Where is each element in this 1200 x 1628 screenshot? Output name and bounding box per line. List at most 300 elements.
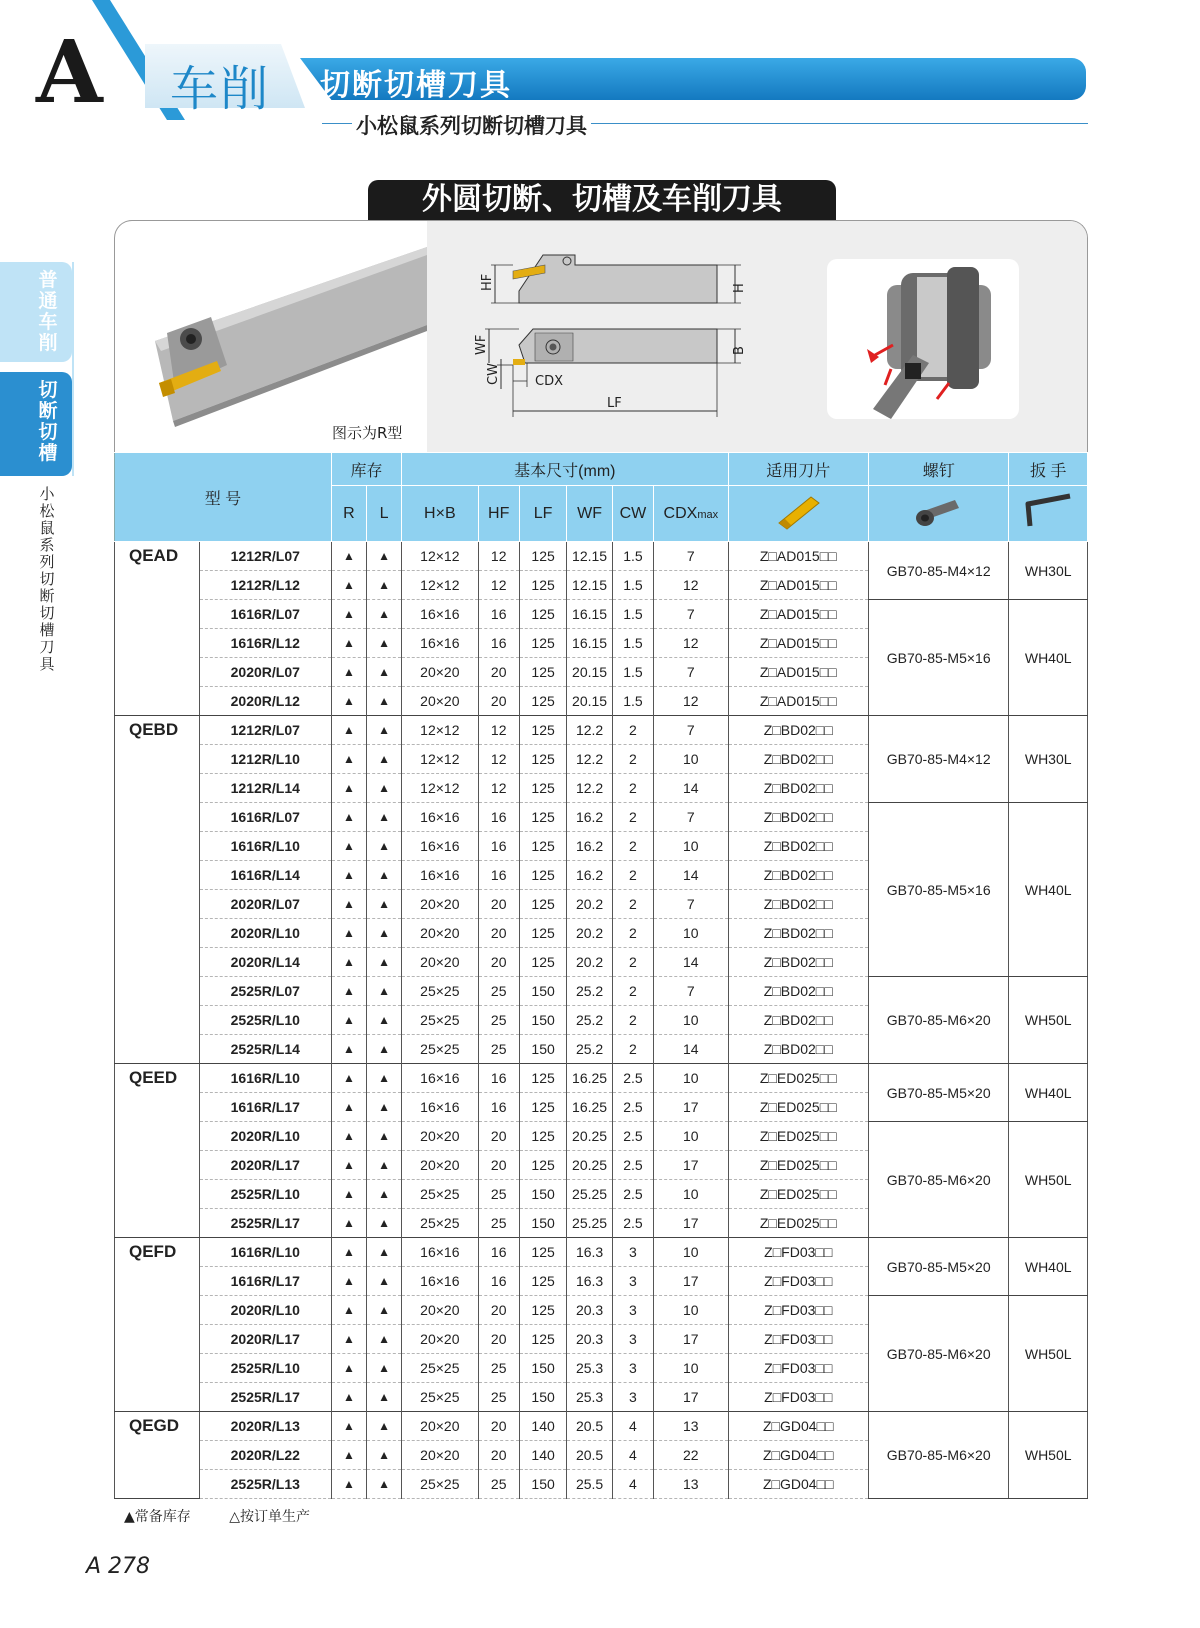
cell-cw: 3 [612, 1354, 653, 1383]
model-code: 2525R/L10 [199, 1354, 331, 1383]
cell-r: ▲ [331, 1383, 366, 1412]
model-code: 2525R/L17 [199, 1209, 331, 1238]
cell-cw: 2 [612, 861, 653, 890]
cell-cdx: 13 [654, 1412, 728, 1441]
cell-hxb: 20×20 [402, 948, 478, 977]
cell-wrench: WH50L [1009, 1412, 1088, 1499]
cell-l: ▲ [367, 1209, 402, 1238]
cell-cdx: 14 [654, 948, 728, 977]
lf-label: LF [607, 396, 622, 411]
cell-lf: 125 [519, 745, 567, 774]
cell-hf: 20 [478, 1325, 519, 1354]
cell-wf: 25.3 [567, 1354, 612, 1383]
cell-hxb: 20×20 [402, 1441, 478, 1470]
cell-r: ▲ [331, 1267, 366, 1296]
model-code: 2020R/L12 [199, 687, 331, 716]
model-code: 1212R/L12 [199, 571, 331, 600]
cell-hf: 16 [478, 832, 519, 861]
cell-insert: Z□GD04□□ [728, 1412, 868, 1441]
header-wrench: 扳 手 [1009, 453, 1088, 486]
cell-insert: Z□ED025□□ [728, 1151, 868, 1180]
cell-l: ▲ [367, 687, 402, 716]
cell-hf: 20 [478, 890, 519, 919]
cell-hf: 20 [478, 919, 519, 948]
cell-r: ▲ [331, 774, 366, 803]
cell-cdx: 17 [654, 1325, 728, 1354]
series-code: QEBD [115, 716, 200, 1064]
cell-screw: GB70-85-M5×16 [868, 803, 1008, 977]
cell-hxb: 12×12 [402, 774, 478, 803]
cell-hf: 16 [478, 1064, 519, 1093]
cell-cw: 2.5 [612, 1151, 653, 1180]
cell-wf: 25.2 [567, 1035, 612, 1064]
cell-r: ▲ [331, 629, 366, 658]
cell-l: ▲ [367, 1035, 402, 1064]
cell-l: ▲ [367, 919, 402, 948]
model-code: 1616R/L10 [199, 832, 331, 861]
cell-r: ▲ [331, 1064, 366, 1093]
cell-insert: Z□BD02□□ [728, 890, 868, 919]
cell-insert: Z□BD02□□ [728, 803, 868, 832]
cell-lf: 150 [519, 1470, 567, 1499]
h-label: H [732, 283, 747, 293]
cell-cw: 3 [612, 1267, 653, 1296]
cell-wrench: WH40L [1009, 1238, 1088, 1296]
cell-screw: GB70-85-M4×12 [868, 716, 1008, 803]
model-code: 1616R/L07 [199, 600, 331, 629]
cell-cdx: 17 [654, 1383, 728, 1412]
cell-screw: GB70-85-M4×12 [868, 542, 1008, 600]
table-row [115, 1238, 1088, 1267]
cell-lf: 125 [519, 600, 567, 629]
cell-l: ▲ [367, 1122, 402, 1151]
figure-caption: 图示为R型 [332, 424, 403, 442]
cell-insert: Z□AD015□□ [728, 658, 868, 687]
cell-hf: 20 [478, 687, 519, 716]
cell-cdx: 7 [654, 803, 728, 832]
cell-r: ▲ [331, 1093, 366, 1122]
cell-wf: 12.2 [567, 774, 612, 803]
model-code: 1616R/L07 [199, 803, 331, 832]
cell-lf: 125 [519, 1064, 567, 1093]
cell-cw: 2.5 [612, 1064, 653, 1093]
cell-cdx: 10 [654, 832, 728, 861]
side-tab-parting-grooving[interactable] [0, 372, 72, 476]
cell-insert: Z□AD015□□ [728, 687, 868, 716]
cell-l: ▲ [367, 1383, 402, 1412]
header-insert: 适用刀片 [728, 453, 868, 486]
insert-icon [728, 486, 868, 542]
model-code: 2020R/L14 [199, 948, 331, 977]
cell-wf: 25.25 [567, 1209, 612, 1238]
cell-cdx: 17 [654, 1267, 728, 1296]
tool-holder-illustration [115, 221, 427, 453]
cell-cw: 2 [612, 774, 653, 803]
cell-cdx: 10 [654, 1354, 728, 1383]
cell-wrench: WH40L [1009, 803, 1088, 977]
cell-r: ▲ [331, 832, 366, 861]
table-row [115, 1296, 1088, 1325]
cell-l: ▲ [367, 1238, 402, 1267]
cell-cw: 2 [612, 803, 653, 832]
cell-hf: 25 [478, 1470, 519, 1499]
cell-hf: 20 [478, 948, 519, 977]
cell-cdx: 10 [654, 1122, 728, 1151]
cell-cdx: 12 [654, 629, 728, 658]
model-code: 1212R/L14 [199, 774, 331, 803]
cell-screw: GB70-85-M5×20 [868, 1238, 1008, 1296]
cell-wf: 20.15 [567, 658, 612, 687]
cell-hxb: 16×16 [402, 861, 478, 890]
cell-cw: 4 [612, 1441, 653, 1470]
cell-lf: 125 [519, 658, 567, 687]
cell-hf: 12 [478, 774, 519, 803]
header-hxb: H×B [402, 486, 478, 542]
series-code: QEGD [115, 1412, 200, 1499]
cell-r: ▲ [331, 1470, 366, 1499]
cell-lf: 150 [519, 1354, 567, 1383]
cell-hxb: 16×16 [402, 1093, 478, 1122]
cell-l: ▲ [367, 629, 402, 658]
cell-l: ▲ [367, 832, 402, 861]
cell-hxb: 20×20 [402, 1296, 478, 1325]
cell-cdx: 14 [654, 774, 728, 803]
cell-lf: 140 [519, 1412, 567, 1441]
cell-screw: GB70-85-M6×20 [868, 1412, 1008, 1499]
cell-cdx: 10 [654, 1296, 728, 1325]
cell-cdx: 14 [654, 1035, 728, 1064]
page-subtitle: 小松鼠系列切断切槽刀具 [352, 110, 591, 140]
header-model: 型 号 [115, 453, 332, 542]
cell-l: ▲ [367, 658, 402, 687]
cell-lf: 125 [519, 1122, 567, 1151]
model-code: 2525R/L17 [199, 1383, 331, 1412]
model-code: 2020R/L10 [199, 1296, 331, 1325]
side-tab-label: 普通车削 [38, 269, 58, 354]
cell-cw: 4 [612, 1470, 653, 1499]
cell-lf: 125 [519, 803, 567, 832]
cell-r: ▲ [331, 890, 366, 919]
cell-hf: 12 [478, 571, 519, 600]
cell-l: ▲ [367, 745, 402, 774]
cell-cw: 2.5 [612, 1122, 653, 1151]
header-l: L [367, 486, 402, 542]
cell-cdx: 14 [654, 861, 728, 890]
cell-cdx: 7 [654, 890, 728, 919]
cell-cdx: 10 [654, 1006, 728, 1035]
cell-screw: GB70-85-M6×20 [868, 977, 1008, 1064]
cell-wf: 16.15 [567, 629, 612, 658]
cell-cw: 1.5 [612, 542, 653, 571]
cell-hxb: 12×12 [402, 745, 478, 774]
cell-lf: 150 [519, 1035, 567, 1064]
cell-insert: Z□GD04□□ [728, 1441, 868, 1470]
cell-hxb: 25×25 [402, 977, 478, 1006]
b-label: B [732, 346, 747, 355]
cell-insert: Z□FD03□□ [728, 1267, 868, 1296]
cell-wrench: WH40L [1009, 600, 1088, 716]
cell-cdx: 10 [654, 919, 728, 948]
header-cdx: CDXmax [654, 486, 728, 542]
cell-r: ▲ [331, 1035, 366, 1064]
cw-label: CW [486, 363, 501, 385]
cell-insert: Z□ED025□□ [728, 1209, 868, 1238]
product-figure-panel [114, 220, 1088, 453]
cell-insert: Z□BD02□□ [728, 861, 868, 890]
cell-cw: 1.5 [612, 571, 653, 600]
cell-cdx: 7 [654, 542, 728, 571]
cell-hf: 20 [478, 1151, 519, 1180]
cell-insert: Z□BD02□□ [728, 948, 868, 977]
cell-wf: 25.5 [567, 1470, 612, 1499]
cell-cw: 4 [612, 1412, 653, 1441]
cell-wrench: WH50L [1009, 1296, 1088, 1412]
cell-l: ▲ [367, 1180, 402, 1209]
cell-r: ▲ [331, 1325, 366, 1354]
cell-cdx: 10 [654, 745, 728, 774]
cell-hf: 20 [478, 1296, 519, 1325]
cell-insert: Z□BD02□□ [728, 977, 868, 1006]
cell-hf: 25 [478, 1006, 519, 1035]
legend [124, 1506, 344, 1526]
model-code: 2525R/L13 [199, 1470, 331, 1499]
cell-r: ▲ [331, 1412, 366, 1441]
cell-r: ▲ [331, 1296, 366, 1325]
cell-hf: 25 [478, 977, 519, 1006]
cell-lf: 125 [519, 774, 567, 803]
cell-hxb: 16×16 [402, 1064, 478, 1093]
cell-wf: 16.2 [567, 832, 612, 861]
cell-hxb: 16×16 [402, 803, 478, 832]
cell-screw: GB70-85-M6×20 [868, 1296, 1008, 1412]
cell-insert: Z□AD015□□ [728, 600, 868, 629]
cell-l: ▲ [367, 1296, 402, 1325]
cell-l: ▲ [367, 1006, 402, 1035]
cell-hxb: 20×20 [402, 1122, 478, 1151]
cell-cw: 3 [612, 1383, 653, 1412]
cell-lf: 125 [519, 716, 567, 745]
cell-cdx: 7 [654, 716, 728, 745]
cell-lf: 125 [519, 1325, 567, 1354]
cell-wf: 16.25 [567, 1064, 612, 1093]
cell-cw: 2 [612, 948, 653, 977]
series-code: QEED [115, 1064, 200, 1238]
cell-hf: 25 [478, 1035, 519, 1064]
cell-r: ▲ [331, 1151, 366, 1180]
section-title: 外圆切断、切槽及车削刀具 [368, 180, 836, 220]
cell-wrench: WH50L [1009, 1122, 1088, 1238]
header-hf: HF [478, 486, 519, 542]
table-row [115, 716, 1088, 745]
cell-l: ▲ [367, 1412, 402, 1441]
table-row [115, 542, 1088, 571]
cell-hxb: 25×25 [402, 1470, 478, 1499]
model-code: 2020R/L22 [199, 1441, 331, 1470]
cell-wrench: WH40L [1009, 1064, 1088, 1122]
model-code: 1616R/L17 [199, 1093, 331, 1122]
cell-l: ▲ [367, 716, 402, 745]
cell-hf: 20 [478, 658, 519, 687]
cell-cdx: 17 [654, 1209, 728, 1238]
cell-wf: 16.2 [567, 861, 612, 890]
cell-cdx: 17 [654, 1151, 728, 1180]
cell-l: ▲ [367, 1470, 402, 1499]
cell-hxb: 16×16 [402, 1238, 478, 1267]
model-code: 2020R/L07 [199, 658, 331, 687]
cell-r: ▲ [331, 542, 366, 571]
table-row [115, 1122, 1088, 1151]
cell-cdx: 17 [654, 1093, 728, 1122]
cell-wf: 16.3 [567, 1267, 612, 1296]
screw-icon [868, 486, 1008, 542]
header-lf: LF [519, 486, 567, 542]
cell-cdx: 12 [654, 571, 728, 600]
cell-insert: Z□BD02□□ [728, 745, 868, 774]
model-code: 2525R/L10 [199, 1180, 331, 1209]
dimension-diagram [455, 221, 805, 453]
cell-r: ▲ [331, 687, 366, 716]
cell-wf: 16.3 [567, 1238, 612, 1267]
cell-insert: Z□ED025□□ [728, 1180, 868, 1209]
cell-wf: 20.25 [567, 1151, 612, 1180]
legend-made-to-order: △按订单生产 [229, 1509, 311, 1525]
cell-wf: 16.25 [567, 1093, 612, 1122]
cell-cw: 2 [612, 832, 653, 861]
header-basic-dims: 基本尺寸(mm) [402, 453, 728, 486]
cell-cw: 2 [612, 919, 653, 948]
table-row [115, 1412, 1088, 1441]
side-tab-general-turning[interactable] [0, 262, 72, 362]
wf-label: WF [474, 334, 489, 355]
cell-cdx: 7 [654, 658, 728, 687]
cell-hxb: 20×20 [402, 1325, 478, 1354]
model-code: 2525R/L10 [199, 1006, 331, 1035]
cell-cw: 2 [612, 1006, 653, 1035]
cell-wf: 25.3 [567, 1383, 612, 1412]
cell-cw: 2.5 [612, 1180, 653, 1209]
cell-insert: Z□FD03□□ [728, 1325, 868, 1354]
model-code: 2020R/L17 [199, 1151, 331, 1180]
cell-lf: 125 [519, 919, 567, 948]
cell-hf: 25 [478, 1383, 519, 1412]
cell-l: ▲ [367, 542, 402, 571]
title-bar-text: 切断切槽刀具 [320, 68, 512, 103]
header-cw: CW [612, 486, 653, 542]
cell-r: ▲ [331, 977, 366, 1006]
cell-l: ▲ [367, 1441, 402, 1470]
chapter-letter: A [36, 22, 103, 123]
model-code: 2020R/L10 [199, 1122, 331, 1151]
cell-wf: 20.2 [567, 890, 612, 919]
cell-l: ▲ [367, 774, 402, 803]
cell-hf: 12 [478, 716, 519, 745]
legend-stock: ▲常备库存 [124, 1509, 191, 1525]
cell-hxb: 12×12 [402, 716, 478, 745]
cell-insert: Z□AD015□□ [728, 542, 868, 571]
cell-l: ▲ [367, 861, 402, 890]
cell-lf: 125 [519, 890, 567, 919]
model-code: 2020R/L07 [199, 890, 331, 919]
cell-hf: 25 [478, 1354, 519, 1383]
cell-insert: Z□FD03□□ [728, 1238, 868, 1267]
cell-cdx: 10 [654, 1238, 728, 1267]
cell-hf: 16 [478, 1093, 519, 1122]
model-code: 1212R/L07 [199, 542, 331, 571]
model-code: 2525R/L14 [199, 1035, 331, 1064]
cell-r: ▲ [331, 1209, 366, 1238]
model-code: 1212R/L10 [199, 745, 331, 774]
cell-lf: 125 [519, 687, 567, 716]
cell-lf: 125 [519, 1238, 567, 1267]
cell-hf: 16 [478, 629, 519, 658]
cell-lf: 125 [519, 629, 567, 658]
cell-l: ▲ [367, 948, 402, 977]
model-code: 1616R/L12 [199, 629, 331, 658]
cell-hxb: 16×16 [402, 832, 478, 861]
cell-wf: 20.5 [567, 1412, 612, 1441]
cell-hxb: 25×25 [402, 1035, 478, 1064]
cell-hxb: 12×12 [402, 571, 478, 600]
cell-hf: 20 [478, 1122, 519, 1151]
cell-lf: 125 [519, 832, 567, 861]
cell-r: ▲ [331, 571, 366, 600]
cell-insert: Z□ED025□□ [728, 1122, 868, 1151]
cell-r: ▲ [331, 803, 366, 832]
chapter-label: 车削 [170, 61, 271, 117]
cell-wf: 20.25 [567, 1122, 612, 1151]
cell-insert: Z□ED025□□ [728, 1064, 868, 1093]
cell-wf: 20.2 [567, 919, 612, 948]
hf-label: HF [480, 273, 495, 291]
cell-hf: 20 [478, 1412, 519, 1441]
header-wf: WF [567, 486, 612, 542]
cell-screw: GB70-85-M5×16 [868, 600, 1008, 716]
cell-cw: 1.5 [612, 687, 653, 716]
cell-insert: Z□BD02□□ [728, 832, 868, 861]
cell-wrench: WH30L [1009, 542, 1088, 600]
cell-cw: 1.5 [612, 600, 653, 629]
cell-l: ▲ [367, 977, 402, 1006]
model-code: 1616R/L10 [199, 1238, 331, 1267]
cell-cw: 3 [612, 1296, 653, 1325]
cell-l: ▲ [367, 571, 402, 600]
page-number: A 278 [86, 1554, 151, 1579]
cell-wf: 25.25 [567, 1180, 612, 1209]
cell-screw: GB70-85-M6×20 [868, 1122, 1008, 1238]
cell-hxb: 16×16 [402, 629, 478, 658]
header-screw: 螺钉 [868, 453, 1008, 486]
cell-cw: 1.5 [612, 658, 653, 687]
model-code: 1616R/L10 [199, 1064, 331, 1093]
model-code: 1616R/L17 [199, 1267, 331, 1296]
cell-wf: 20.15 [567, 687, 612, 716]
model-code: 1212R/L07 [199, 716, 331, 745]
table-row [115, 600, 1088, 629]
header-stock: 库存 [331, 453, 401, 486]
cell-wrench: WH50L [1009, 977, 1088, 1064]
cell-r: ▲ [331, 861, 366, 890]
cell-hxb: 20×20 [402, 658, 478, 687]
cell-r: ▲ [331, 1238, 366, 1267]
cell-cw: 2 [612, 890, 653, 919]
cell-insert: Z□BD02□□ [728, 1006, 868, 1035]
cell-insert: Z□ED025□□ [728, 1093, 868, 1122]
cell-wf: 20.3 [567, 1325, 612, 1354]
cell-cw: 3 [612, 1238, 653, 1267]
cell-l: ▲ [367, 1267, 402, 1296]
cell-l: ▲ [367, 1151, 402, 1180]
cell-hf: 16 [478, 1238, 519, 1267]
